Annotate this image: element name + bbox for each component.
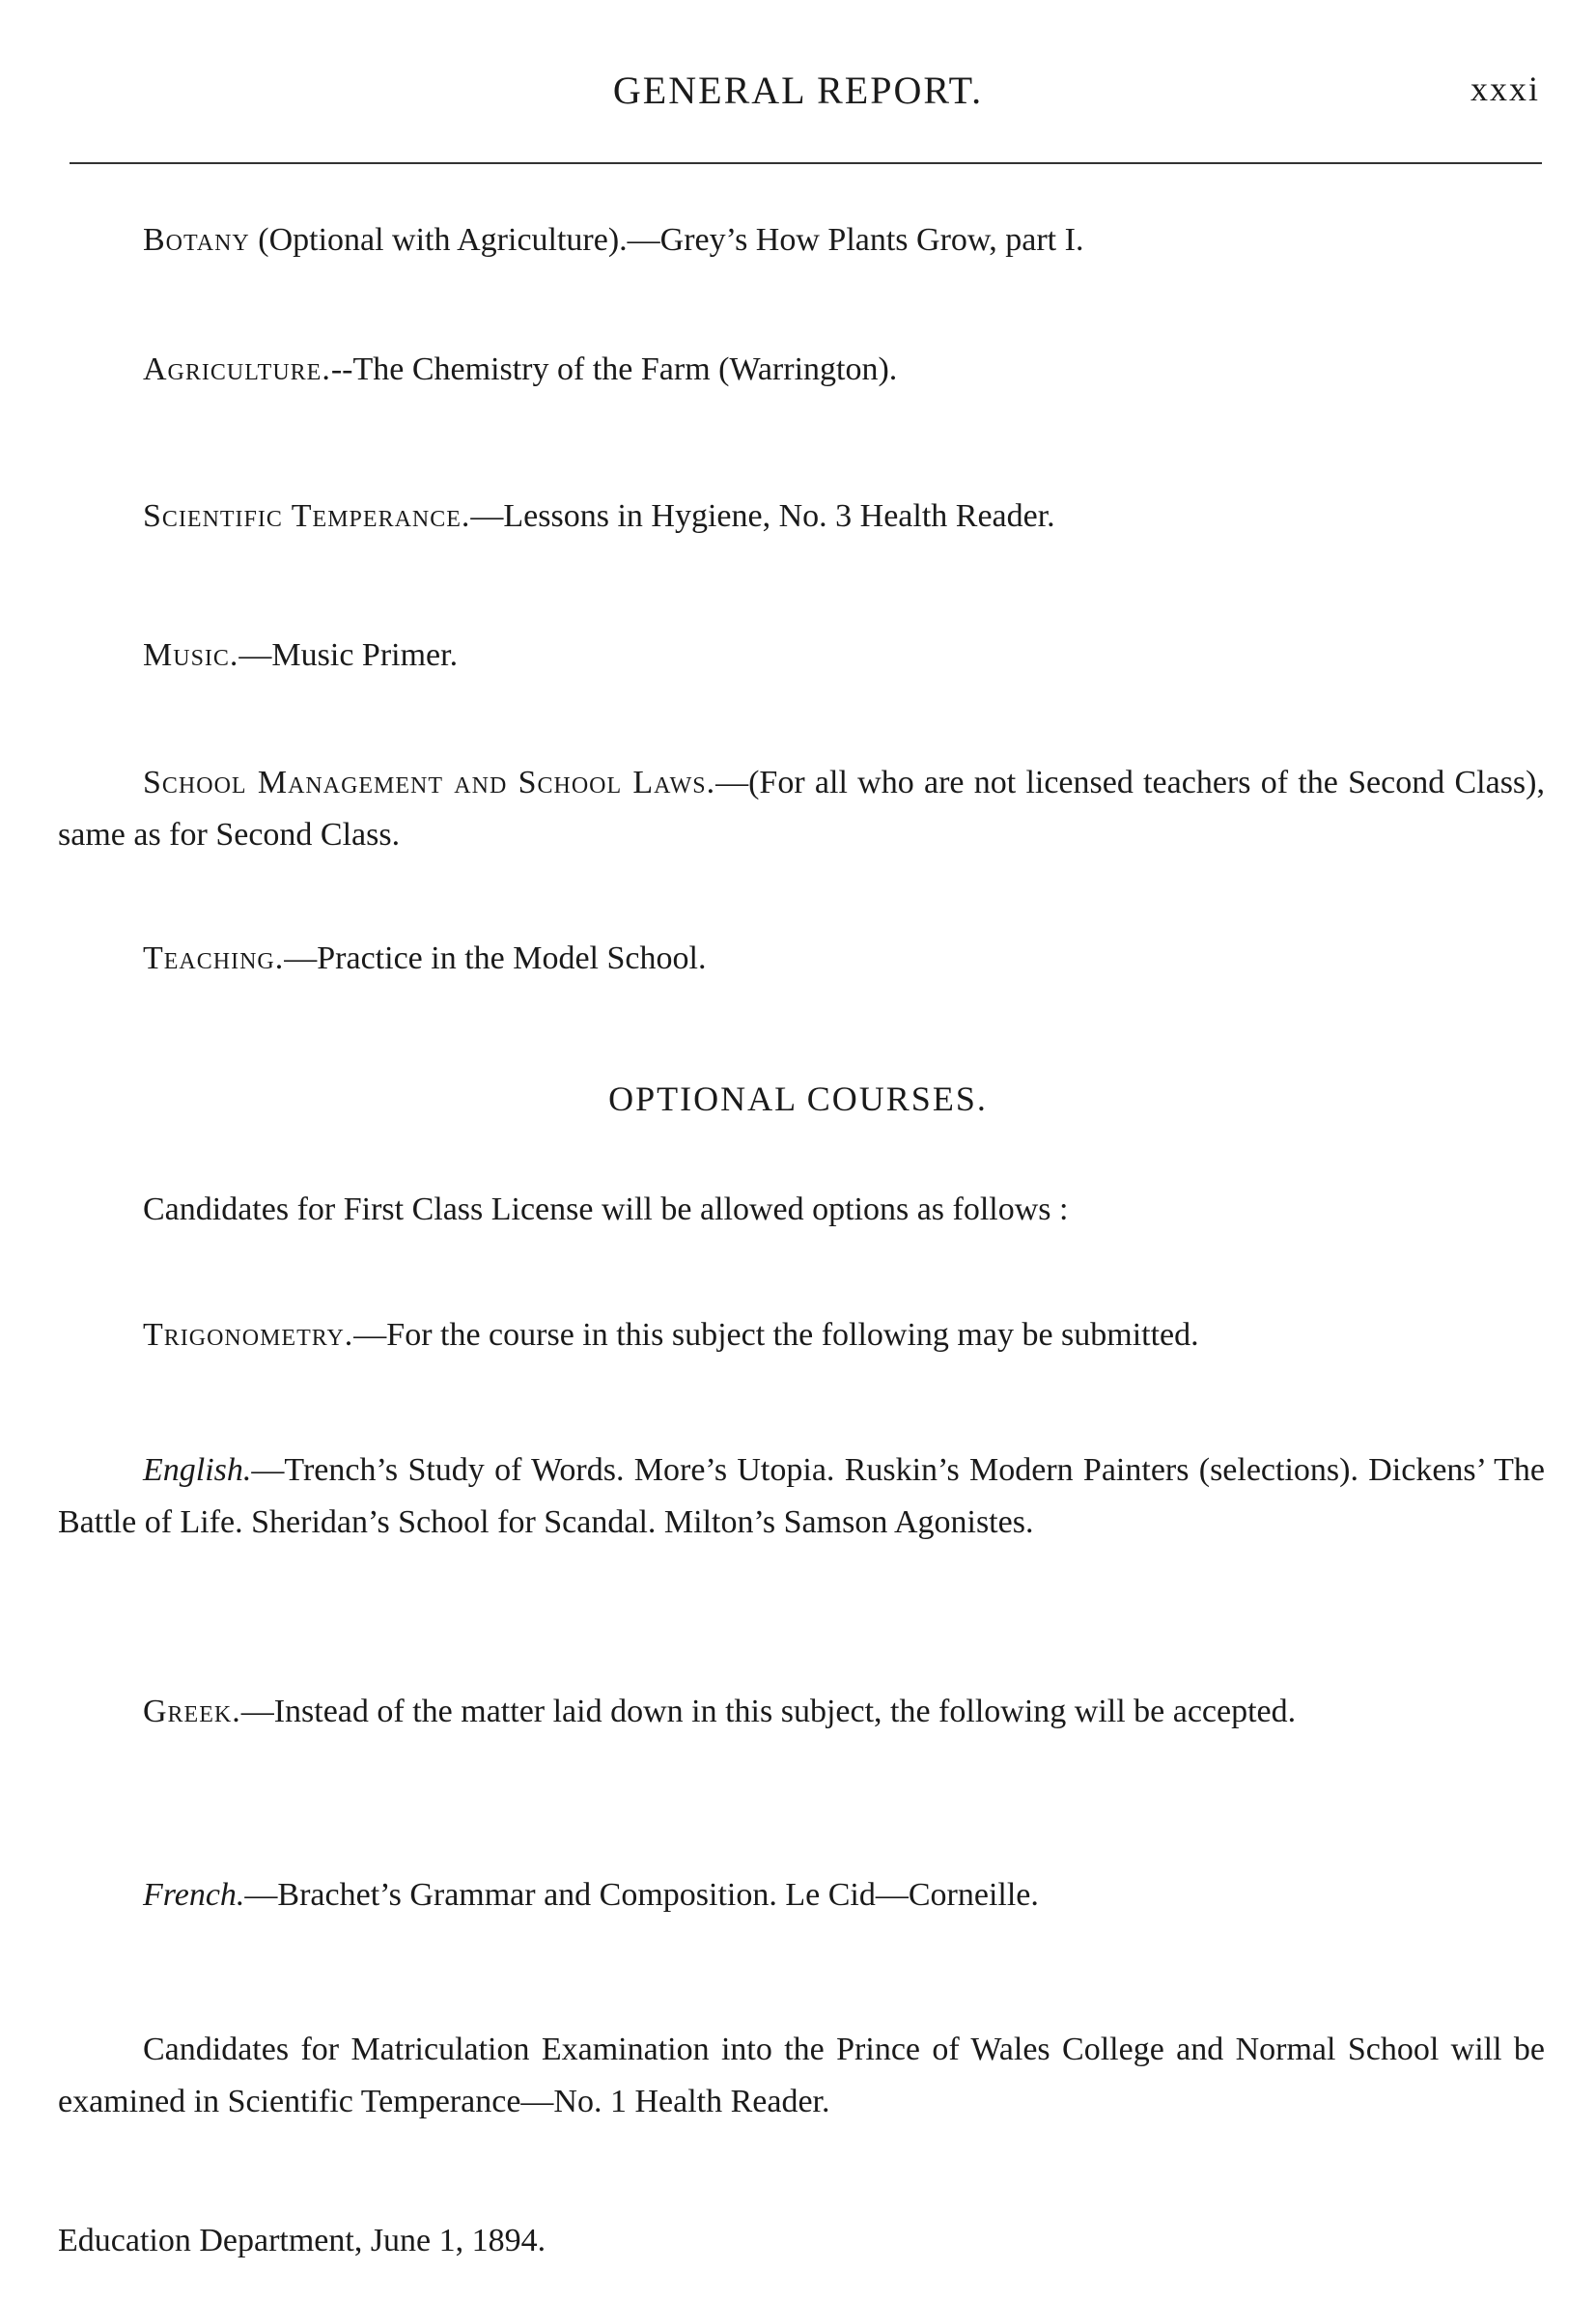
- entry-text: —Music Primer.: [238, 637, 459, 673]
- entry-botany: [58, 214, 1545, 266]
- header-rule: [70, 162, 1542, 164]
- option-greek: [58, 1686, 1545, 1738]
- entry-text: —Lessons in Hygiene, No. 3 Health Reader.: [470, 498, 1055, 534]
- entry-agriculture: [58, 344, 1545, 396]
- entry-text: —Practice in the Model School.: [284, 940, 707, 976]
- option-text: —Brachet’s Grammar and Composition. Le Cid—Corneille.: [244, 1877, 1039, 1913]
- entry-music: [58, 630, 1545, 682]
- entry-heading: Scientific Temperance.: [143, 498, 471, 534]
- entry-heading: Agriculture.: [143, 351, 331, 387]
- option-trigonometry: [58, 1309, 1545, 1361]
- entry-scientific-temperance: [58, 491, 1545, 543]
- option-french: [58, 1869, 1545, 1921]
- option-english: [58, 1444, 1545, 1550]
- option-heading: Greek.: [143, 1694, 241, 1729]
- entry-text: —(For all who are not licensed teachers of the Second Class), same as for Second Class.: [58, 765, 1545, 854]
- entry-school-management: [58, 757, 1545, 862]
- signoff-line: Education Department, June 1, 1894.: [58, 2223, 546, 2258]
- entry-text: (Optional with Agriculture).—Grey’s How Plants Grow, part I.: [249, 222, 1084, 258]
- option-heading: Trigonometry.: [143, 1317, 354, 1353]
- entry-heading: Teaching.: [143, 940, 285, 976]
- page-number: xxxi: [1470, 70, 1540, 108]
- matriculation-note: Candidates for Matriculation Examination into the Prince of Wales College and Normal School will be examined in Scientific Temperance—No. 1 Health Reader.: [58, 2032, 1545, 2120]
- running-header-title: GENERAL REPORT.: [612, 69, 984, 112]
- entry-text: --The Chemistry of the Farm (Warrington).: [330, 351, 898, 387]
- option-heading: French.: [143, 1877, 245, 1913]
- entry-heading: Botany: [143, 222, 250, 258]
- option-text: —Instead of the matter laid down in this subject, the following will be accepted.: [240, 1694, 1297, 1729]
- optional-courses-intro: Candidates for First Class License will be allowed options as follows :: [143, 1192, 1069, 1227]
- option-heading: English.: [143, 1452, 252, 1488]
- option-text: —For the course in this subject the following may be submitted.: [353, 1317, 1199, 1353]
- optional-courses-heading: OPTIONAL COURSES.: [608, 1079, 988, 1118]
- entry-teaching: [58, 933, 1545, 985]
- option-text: —Trench’s Study of Words. More’s Utopia. Ruskin’s Modern Painters (selections). Dickens’ The Battle of Life. Sheridan’s School for Scandal. Milton’s Samson Agonistes.: [58, 1452, 1545, 1541]
- entry-heading: Music.: [143, 637, 239, 673]
- entry-heading: School Management and School Laws.: [143, 765, 716, 800]
